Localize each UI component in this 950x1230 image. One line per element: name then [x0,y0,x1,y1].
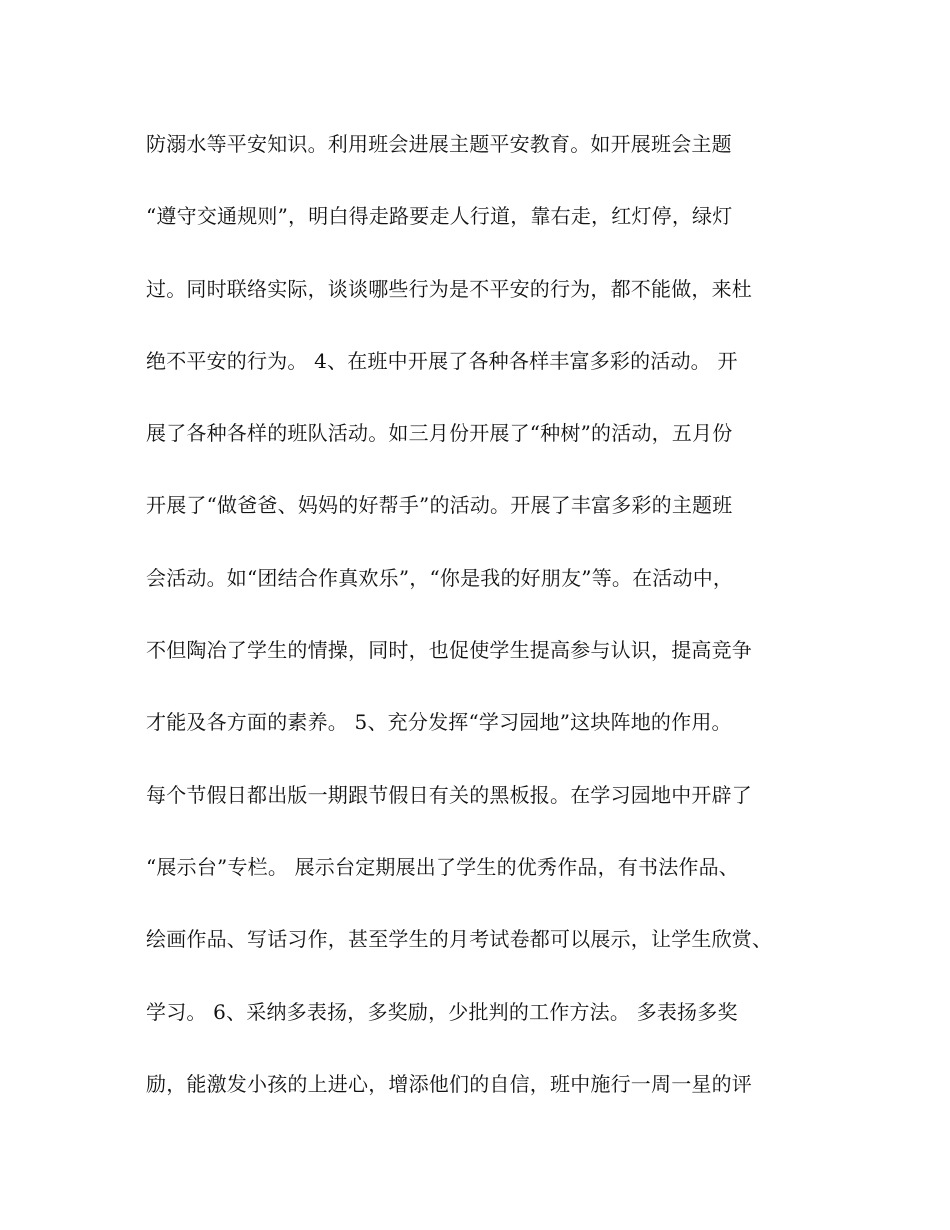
text-line: 学习。 6、采纳多表扬，多奖励，少批判的工作方法。 多表扬多奖 [146,999,738,1024]
text-line: 励，能激发小孩的上进心，增添他们的自信，班中施行一周一星的评 [146,1071,752,1096]
text-line: 绘画作品、写话习作，甚至学生的月考试卷都可以展示，让学生欣赏、 [146,927,773,952]
text-line: 不但陶冶了学生的情操，同时，也促使学生提高参与认识，提高竞争 [146,638,752,663]
text-line: “遵守交通规则”，明白得走路要走人行道，靠右走，红灯停，绿灯 [146,204,733,229]
text-line: “展示台”专栏。 展示台定期展出了学生的优秀作品，有书法作品、 [146,854,740,879]
text-line: 开展了“做爸爸、妈妈的好帮手”的活动。开展了丰富多彩的主题班 [146,493,733,518]
body-text [146,128,826,1140]
text-line: 会活动。如“团结合作真欢乐”，“你是我的好朋友”等。在活动中， [146,565,734,590]
text-line: 防溺水等平安知识。利用班会进展主题平安教育。如开展班会主题 [146,132,732,156]
text-line: 绝不平安的行为。 4、在班中开展了各种各样丰富多彩的活动。 开 [146,348,738,373]
text-line: 每个节假日都出版一期跟节假日有关的黑板报。在学习园地中开辟了 [146,782,752,807]
text-line: 展了各种各样的班队活动。如三月份开展了“种树”的活动，五月份 [146,421,733,446]
text-line: 过。同时联络实际，谈谈哪些行为是不平安的行为，都不能做，来杜 [146,276,752,301]
text-line: 才能及各方面的素养。 5、充分发挥“学习园地”这块阵地的作用。 [146,710,732,735]
